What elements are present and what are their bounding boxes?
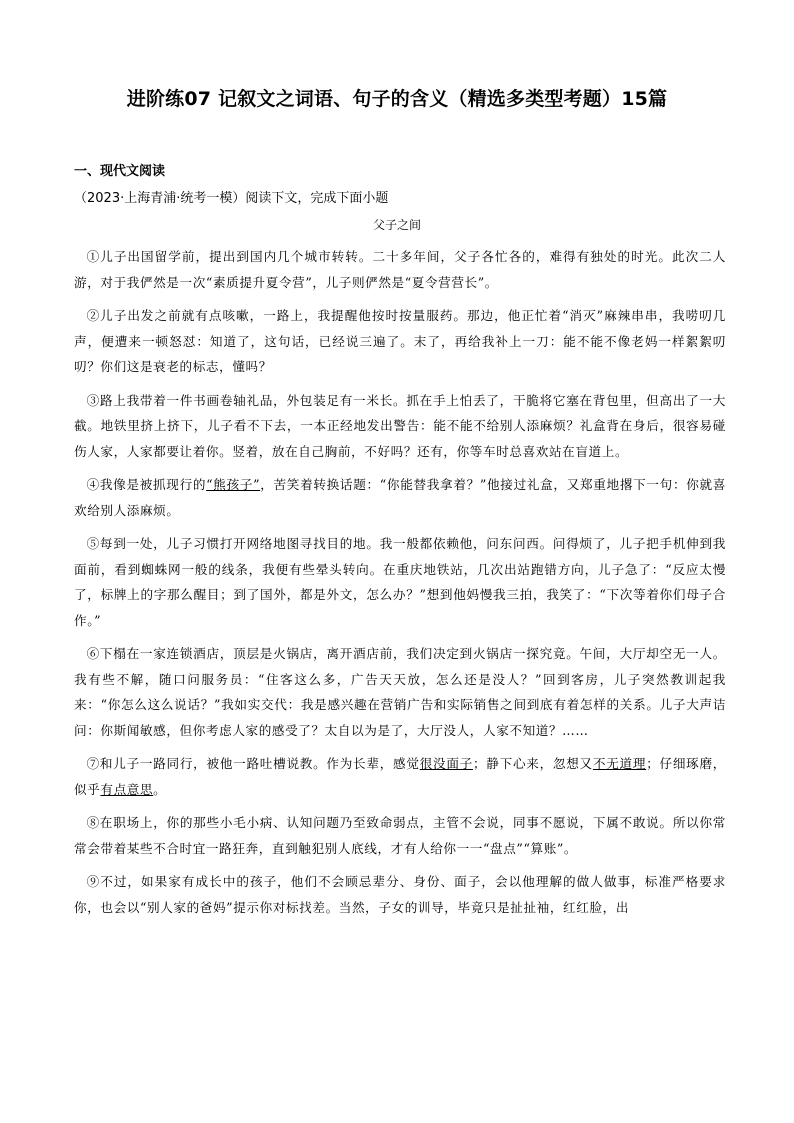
essay-body [74, 244, 726, 928]
paragraph-4 [74, 472, 726, 523]
paragraph-1: ①儿子出国留学前，提出到国内几个城市转转。二十多年间，父子各忙各的，难得有独处的时光。此次二人游，对于我俨然是一次“素质提升夏令营”，儿子则俨然是“夏令营营长”。 [74, 249, 726, 290]
paragraph-4-text-b: ，苦笑着转换话题：“你能替我拿着？”他接过礼盒，又郑重地撂下一句：你就喜欢给别人添麻烦。 [74, 477, 726, 518]
paragraph-7-text-d: 。 [153, 781, 167, 797]
underlined-phrase-1: 很没面子 [419, 756, 473, 771]
paragraph-8: ⑧在职场上，你的那些小毛小病、认知问题乃至致命弱点，主管不会说，同事不愿说，下属不敢说。所以你常常会带着某些不合时宜一路狂奔，直到触犯别人底线，才有人给你一一“盘点”“算账”。 [74, 815, 726, 856]
paragraph-3: ③路上我带着一件书画卷轴礼品，外包装足有一米长。抓在手上怕丢了，干脆将它塞在背包里，但高出了一大截。地铁里挤上挤下，儿子看不下去，一本正经地发出警告：能不能不给别人添麻烦？礼盒背在身后，很容易碰伤人家，人家都要让着你。竖着，放在自己胸前，不好吗？还有，你等车时总喜欢站在盲道上。 [74, 392, 726, 459]
paragraph-5: ⑤每到一处，儿子习惯打开网络地图寻找目的地。我一般都依赖他，问东问西。问得烦了，儿子把手机伸到我面前，看到蜘蛛网一般的线条，我便有些晕头转向。在重庆地铁站，几次出站跑错方向，儿子急了：“反应太慢了，标牌上的字那么醒目；到了国外，都是外文，怎么办？”想到他妈慢我三拍，我笑了：“下次等着你们母子合作。” [74, 536, 726, 628]
underlined-phrase-3: 有点意思 [100, 781, 154, 797]
paragraph-4-text-a: ④我像是被抓现行的 [86, 477, 207, 492]
paragraph-9: ⑨不过，如果家有成长中的孩子，他们不会顾忌辈分、身份、面子，会以他理解的做人做事，标准严格要求你，也会以“别人家的爸妈”提示你对标找差。当然，子女的训导，毕竟只是扯扯袖，红红脸，出 [74, 874, 726, 915]
paragraph-6: ⑥下榻在一家连锁酒店，顶层是火锅店，离开酒店前，我们决定到火锅店一探究竟。午间，大厅却空无一人。我有些不解，随口问服务员：“住客这么多，广告天天放，怎么还是没人？”回到客房，儿子突然教训起我来：“你怎么这么说话？”我如实交代：我是感兴趣在营销广告和实际销售之间到底有着怎样的关系。儿子大声诘问：你斯闻敏感，但你考虑人家的感受了？太自以为是了，大厅没人，人家不知道？…… [74, 646, 726, 738]
underlined-phrase-xiong-haizi: “熊孩子” [206, 477, 261, 492]
paragraph-7-text-c: ；仔细琢磨，似乎 [74, 756, 726, 797]
essay-title: 父子之间 [372, 218, 421, 232]
paragraph-7 [74, 751, 726, 802]
paragraph-7-text-b: ；静下心来，忽想又 [472, 756, 593, 771]
section-heading: 一、现代文阅读 [74, 164, 166, 179]
paragraph-2: ②儿子出发之前就有点咳嗽，一路上，我提醒他按时按量服药。那边，他正忙着“消灭”麻辣串串，我唠叨几声，便遭来一顿怒怼：知道了，这句话，已经说三遍了。末了，再给我补上一刀：能不能不像老妈一样絮絮叨叨？你们这是衰老的标志，懂吗？ [74, 308, 726, 374]
source-line: （2023·上海青浦·统考一模）阅读下文，完成下面小题 [74, 191, 389, 206]
page-title: 进阶练07 记叙文之词语、句子的含义（精选多类型考题）15篇 [126, 88, 668, 110]
paragraph-7-text-a: ⑦和儿子一路同行，被他一路吐槽说教。作为长辈，感觉 [86, 756, 420, 771]
underlined-phrase-2: 不无道理 [592, 756, 647, 771]
